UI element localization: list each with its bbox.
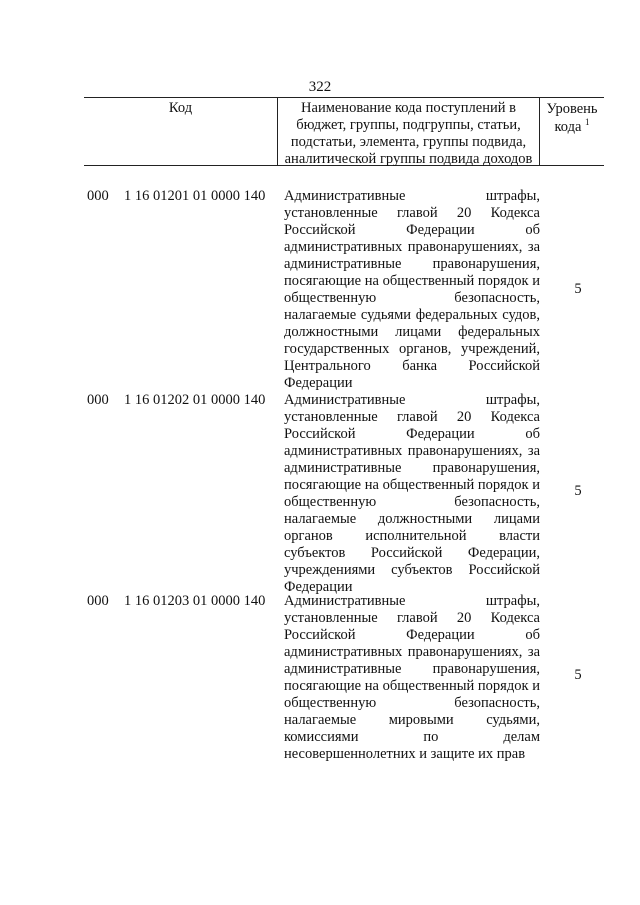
- description-line: установленные главой 20 Кодекса: [284, 409, 540, 425]
- description-line: органов исполнительной власти: [284, 528, 540, 544]
- row-level: 5: [574, 667, 582, 683]
- description-line: административных правонарушениях, за: [284, 443, 540, 459]
- description-line: Административные штрафы,: [284, 188, 540, 204]
- description-line: посягающие на общественный порядок и: [284, 273, 540, 289]
- header-name-line: подстатьи, элемента, группы подвида,: [290, 134, 527, 150]
- header-name-line: аналитической группы подвида доходов: [284, 151, 533, 167]
- description-line: Федерации: [284, 579, 353, 595]
- header-code-column: [84, 98, 278, 165]
- description-line: несовершеннолетних и защите их прав: [284, 746, 526, 762]
- row-prefix: 000: [87, 188, 109, 204]
- description-line: административные правонарушения,: [284, 256, 540, 272]
- header-code-label: Код: [168, 100, 193, 116]
- description-line: Российской Федерации об: [284, 627, 540, 643]
- description-line: административные правонарушения,: [284, 460, 540, 476]
- description-line: посягающие на общественный порядок и: [284, 477, 540, 493]
- description-line: административных правонарушениях, за: [284, 644, 540, 660]
- description-line: Административные штрафы,: [284, 392, 540, 408]
- row-level: 5: [574, 281, 582, 297]
- header-name-column: [278, 98, 540, 165]
- description-line: Российской Федерации об: [284, 426, 540, 442]
- description-line: общественную безопасность,: [284, 695, 540, 711]
- description-line: налагаемые судьями федеральных судов,: [284, 307, 540, 323]
- row-prefix: 000: [87, 392, 109, 408]
- description-line: государственных органов, учреждений,: [284, 341, 540, 357]
- page-number: 322: [308, 79, 332, 95]
- table-header: [84, 97, 604, 166]
- description-line: установленные главой 20 Кодекса: [284, 205, 540, 221]
- row-code: 1 16 01202 01 0000 140: [124, 392, 266, 408]
- row-description: [284, 593, 540, 763]
- description-line: Центрального банка Российской: [284, 358, 540, 374]
- description-line: налагаемые должностными лицами: [284, 511, 540, 527]
- description-line: общественную безопасность,: [284, 290, 540, 306]
- row-level: 5: [574, 483, 582, 499]
- header-name-line: Наименование кода поступлений в: [301, 100, 516, 116]
- row-code: 1 16 01203 01 0000 140: [124, 593, 266, 609]
- row-code: 1 16 01201 01 0000 140: [124, 188, 266, 204]
- description-line: комиссиями по делам: [284, 729, 540, 745]
- description-line: административные правонарушения,: [284, 661, 540, 677]
- description-line: установленные главой 20 Кодекса: [284, 610, 540, 626]
- description-line: посягающие на общественный порядок и: [284, 678, 540, 694]
- header-name-line: бюджет, группы, подгруппы, статьи,: [296, 117, 521, 133]
- header-level-line-2: [540, 118, 604, 136]
- header-level-footnote: 1: [585, 117, 590, 128]
- description-line: учреждениями субъектов Российской: [284, 562, 540, 578]
- description-line: Административные штрафы,: [284, 593, 540, 609]
- row-description: [284, 188, 540, 392]
- header-level-word: кода: [554, 119, 582, 135]
- description-line: налагаемые мировыми судьями,: [284, 712, 540, 728]
- row-prefix: 000: [87, 593, 109, 609]
- description-line: общественную безопасность,: [284, 494, 540, 510]
- description-line: субъектов Российской Федерации,: [284, 545, 540, 561]
- header-level-line: Уровень: [546, 101, 598, 117]
- description-line: Российской Федерации об: [284, 222, 540, 238]
- description-line: административных правонарушениях, за: [284, 239, 540, 255]
- description-line: должностными лицами федеральных: [284, 324, 540, 340]
- row-description: [284, 392, 540, 596]
- description-line: Федерации: [284, 375, 353, 391]
- header-level-column: [540, 98, 604, 165]
